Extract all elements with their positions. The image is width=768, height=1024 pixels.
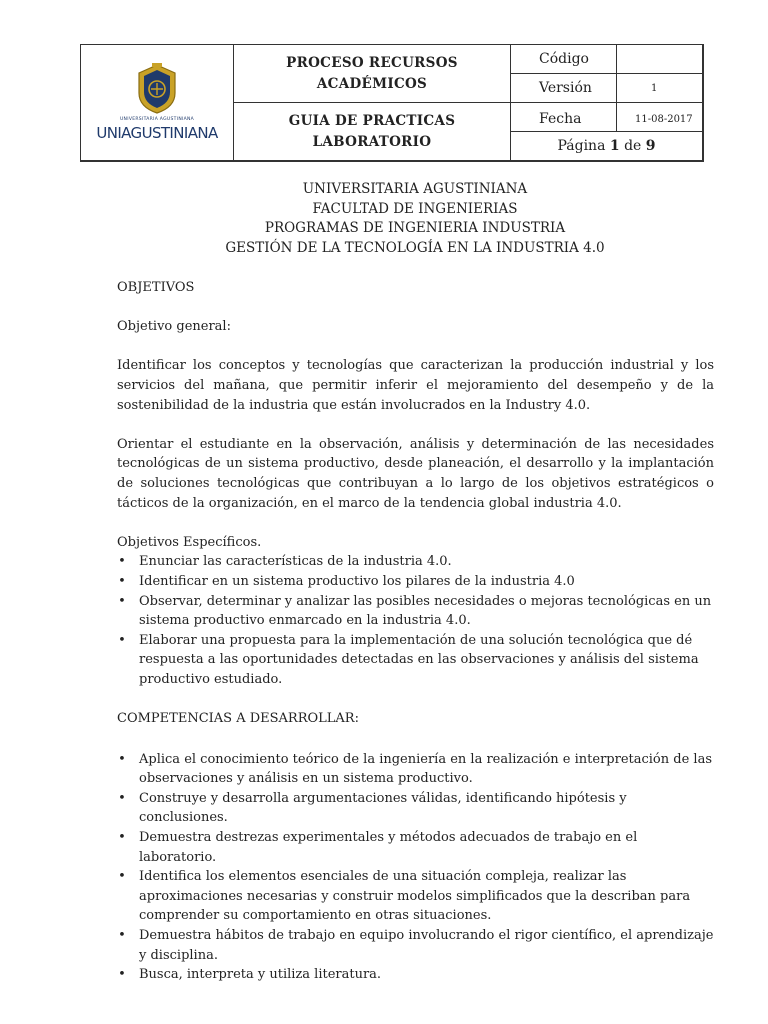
guide-title-line2: LABORATORIO xyxy=(312,133,432,150)
pagina-total: 9 xyxy=(645,138,656,154)
competencies-list xyxy=(117,750,714,985)
specific-objectives-list xyxy=(117,552,714,689)
title-faculty: FACULTAD DE INGENIERIAS xyxy=(312,200,518,217)
list-item: • Enunciar las características de la industria 4.0. xyxy=(117,552,714,572)
title-course: GESTIÓN DE LA TECNOLOGÍA EN LA INDUSTRIA 4.0 xyxy=(225,239,605,256)
fecha-label: Fecha xyxy=(510,102,617,132)
general-objective-label: Objetivo general: xyxy=(117,319,231,335)
list-item: • Construye y desarrolla argumentaciones válidas, identificando hipótesis y conclusiones. xyxy=(118,790,627,826)
competencies-heading: COMPETENCIAS A DESARROLLAR: xyxy=(117,711,359,727)
bullet-icon: • xyxy=(118,593,126,609)
general-objective-paragraph-2: Orientar el estudiante en la observación, análisis y determinación de las necesidades tecnológicas de un sistema productivo, desde planeación, el desarrollo y la implantación de soluciones tecnológicas que contribuyan a lo largo de los objetivos estratégicos o tácticos de la organización, en el marco de la tendencia global industria 4.0. xyxy=(117,436,714,511)
general-objective-paragraph-1: Identificar los conceptos y tecnologías que caracterizan la producción industrial y los servicios del mañana, que permitir inferir el mejoramiento del desempeño y de la sostenibilidad de la industria que están involucrados en la Industry 4.0. xyxy=(117,358,714,413)
bullet-icon: • xyxy=(118,967,126,983)
title-program: PROGRAMAS DE INGENIERIA INDUSTRIA xyxy=(264,220,566,236)
process-title-line1: PROCESO RECURSOS xyxy=(286,54,458,71)
list-item: • Busca, interpreta y utiliza literatura. xyxy=(117,965,714,985)
logo-cell xyxy=(80,44,234,161)
list-item: • Observar, determinar y analizar las posibles necesidades o mejoras tecnológicas en un sistema productivo enmarcado en la industria 4.0. xyxy=(118,593,712,629)
page-number-cell xyxy=(510,131,703,161)
guide-title-line1: GUIA DE PRACTICAS xyxy=(288,112,456,129)
version-label: Versión xyxy=(510,73,617,103)
codigo-value xyxy=(616,44,703,74)
logo-wordmark: UNIAGUSTINIANA xyxy=(96,124,218,142)
bullet-icon: • xyxy=(118,632,126,648)
list-item: • Aplica el conocimiento teórico de la ingeniería en la realización e interpretación de las observaciones y análisis en un sistema productivo. xyxy=(118,751,712,787)
codigo-label: Código xyxy=(510,44,617,74)
bullet-icon: • xyxy=(118,869,126,885)
pagina-current: 1 xyxy=(609,138,620,154)
logo-subtitle: UNIVERSITARIA AGUSTINIANA xyxy=(119,117,195,122)
document-header-table xyxy=(80,44,704,162)
document-body xyxy=(117,278,714,985)
list-item: • Identifica los elementos esenciales de una situación compleja, realizar las aproximaciones necesarias y construir modelos simplificados que la describan para comprender su comportamiento en otras situaciones. xyxy=(118,869,691,924)
pagina-label: Página xyxy=(557,138,606,154)
fecha-value: 11-08-2017 xyxy=(616,102,703,132)
bullet-icon: • xyxy=(118,751,126,767)
bullet-icon: • xyxy=(118,554,126,570)
bullet-icon: • xyxy=(118,573,126,589)
bullet-icon: • xyxy=(118,830,126,846)
list-item: • Demuestra destrezas experimentales y métodos adecuados de trabajo en el laboratorio. xyxy=(118,830,638,865)
list-item: • Elaborar una propuesta para la implementación de una solución tecnológica que dé respuesta a las oportunidades detectadas en las observaciones y análisis del sistema productivo estudiado. xyxy=(118,632,699,687)
title-university: UNIVERSITARIA AGUSTINIANA xyxy=(302,181,528,197)
version-value: 1 xyxy=(616,73,703,103)
pagina-of: de xyxy=(624,138,642,154)
specific-objectives-label: Objetivos Específicos. xyxy=(117,534,262,550)
guide-title-cell xyxy=(233,102,511,161)
bullet-icon: • xyxy=(118,790,126,806)
objectives-heading: OBJETIVOS xyxy=(117,280,195,295)
process-title-line2: ACADÉMICOS xyxy=(316,75,428,92)
university-seal-icon xyxy=(135,63,179,115)
document-titles xyxy=(0,180,768,258)
process-title-cell xyxy=(233,44,511,103)
list-item: • Demuestra hábitos de trabajo en equipo involucrando el rigor científico, el aprendizaje y disciplina. xyxy=(118,928,714,963)
bullet-icon: • xyxy=(118,928,126,943)
list-item: • Identificar en un sistema productivo los pilares de la industria 4.0 xyxy=(117,572,714,592)
